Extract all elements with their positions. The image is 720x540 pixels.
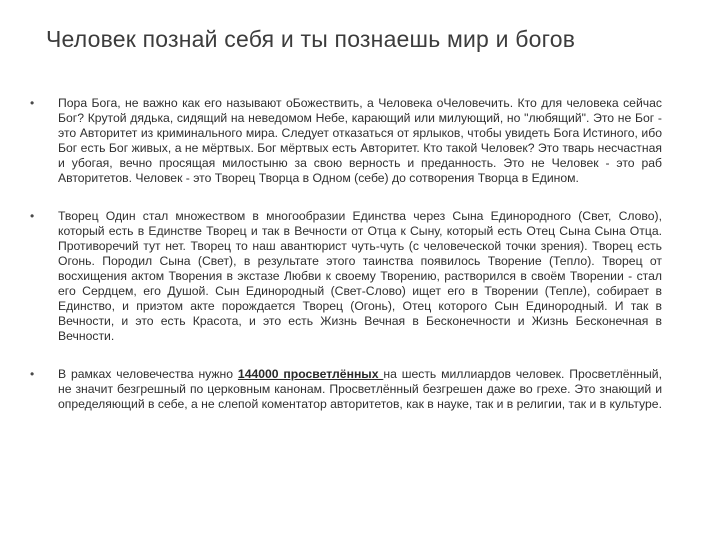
bullet-text: Пора Бога, не важно как его называют оБожествить, а Человека оЧеловечить. Кто для человека сейчас Бог? Крутой дядька, сидящий на неведомом Небе, карающий или милующий, но "любящий". Это не Бог - это Авторитет из криминального мира. Следует отказаться от ярлыков, чтобы увидеть Бога Истиного, ибо Бог есть Бог живых, а не мёртвых. Бог мёртвых есть Авторитет. Кто такой Человек? Это тварь несчастная и убогая, вечно просящая милостыню за свою верность и преданность. Это не Человек - это раб Авторитетов. Человек - это Творец Творца в Одном (себе) до сотворения Творца в Едином. <box>58 96 662 185</box>
bullet-item <box>30 96 662 186</box>
bullet-dot-icon: • <box>30 367 35 381</box>
bullet-item <box>30 209 662 344</box>
bullet-text-end: на шесть миллиардов человек. Просветлённый, не значит безгрешный по церковным канонам. Просветлённый безгрешен даже во грехе. Это знающий и определяющий в себе, а не слепой коментатор авторитетов, как в науке, так и в религии, так и в культуре. <box>58 367 662 411</box>
bullet-dot-icon: • <box>30 96 35 110</box>
bullet-dot-icon: • <box>30 209 35 223</box>
bullet-text-start: В рамках человечества нужно <box>58 367 238 381</box>
slide-title: Человек познай себя и ты познаешь мир и богов <box>46 26 576 52</box>
bullet-item <box>30 367 662 412</box>
bullet-text: Творец Один стал множеством в многообразии Единства через Сына Единородного (Свет, Слово), который есть в Единстве Творец и так в Вечности от Отца к Сыну, который есть Отец Сына Сына Отца. Противоречий тут нет. Творец то наш авантюрист чуть-чуть (с человеческой точки зрения). Творец есть Огонь. Породил Сына (Свет), в результате этого таинства появилось Творение (Тепло). Творец от восхищения актом Творения в экстазе Любви к своему Творению, растворился в своём Творении - стал его Сердцем, его Душой. Сын Единородный (Свет-Слово) ищет его в Творении (Тепле), собирает в Единство, и приэтом акте порождается Творец (Огонь), Отец которого Сын Единородный. И так в Вечности, и это есть Красота, и это есть Жизнь Вечная в Бесконечности и Жизнь Бесконечная в Вечности. <box>58 209 662 343</box>
bullet-list <box>30 96 662 412</box>
highlighted-number: 144000 просветлённых <box>237 367 384 381</box>
